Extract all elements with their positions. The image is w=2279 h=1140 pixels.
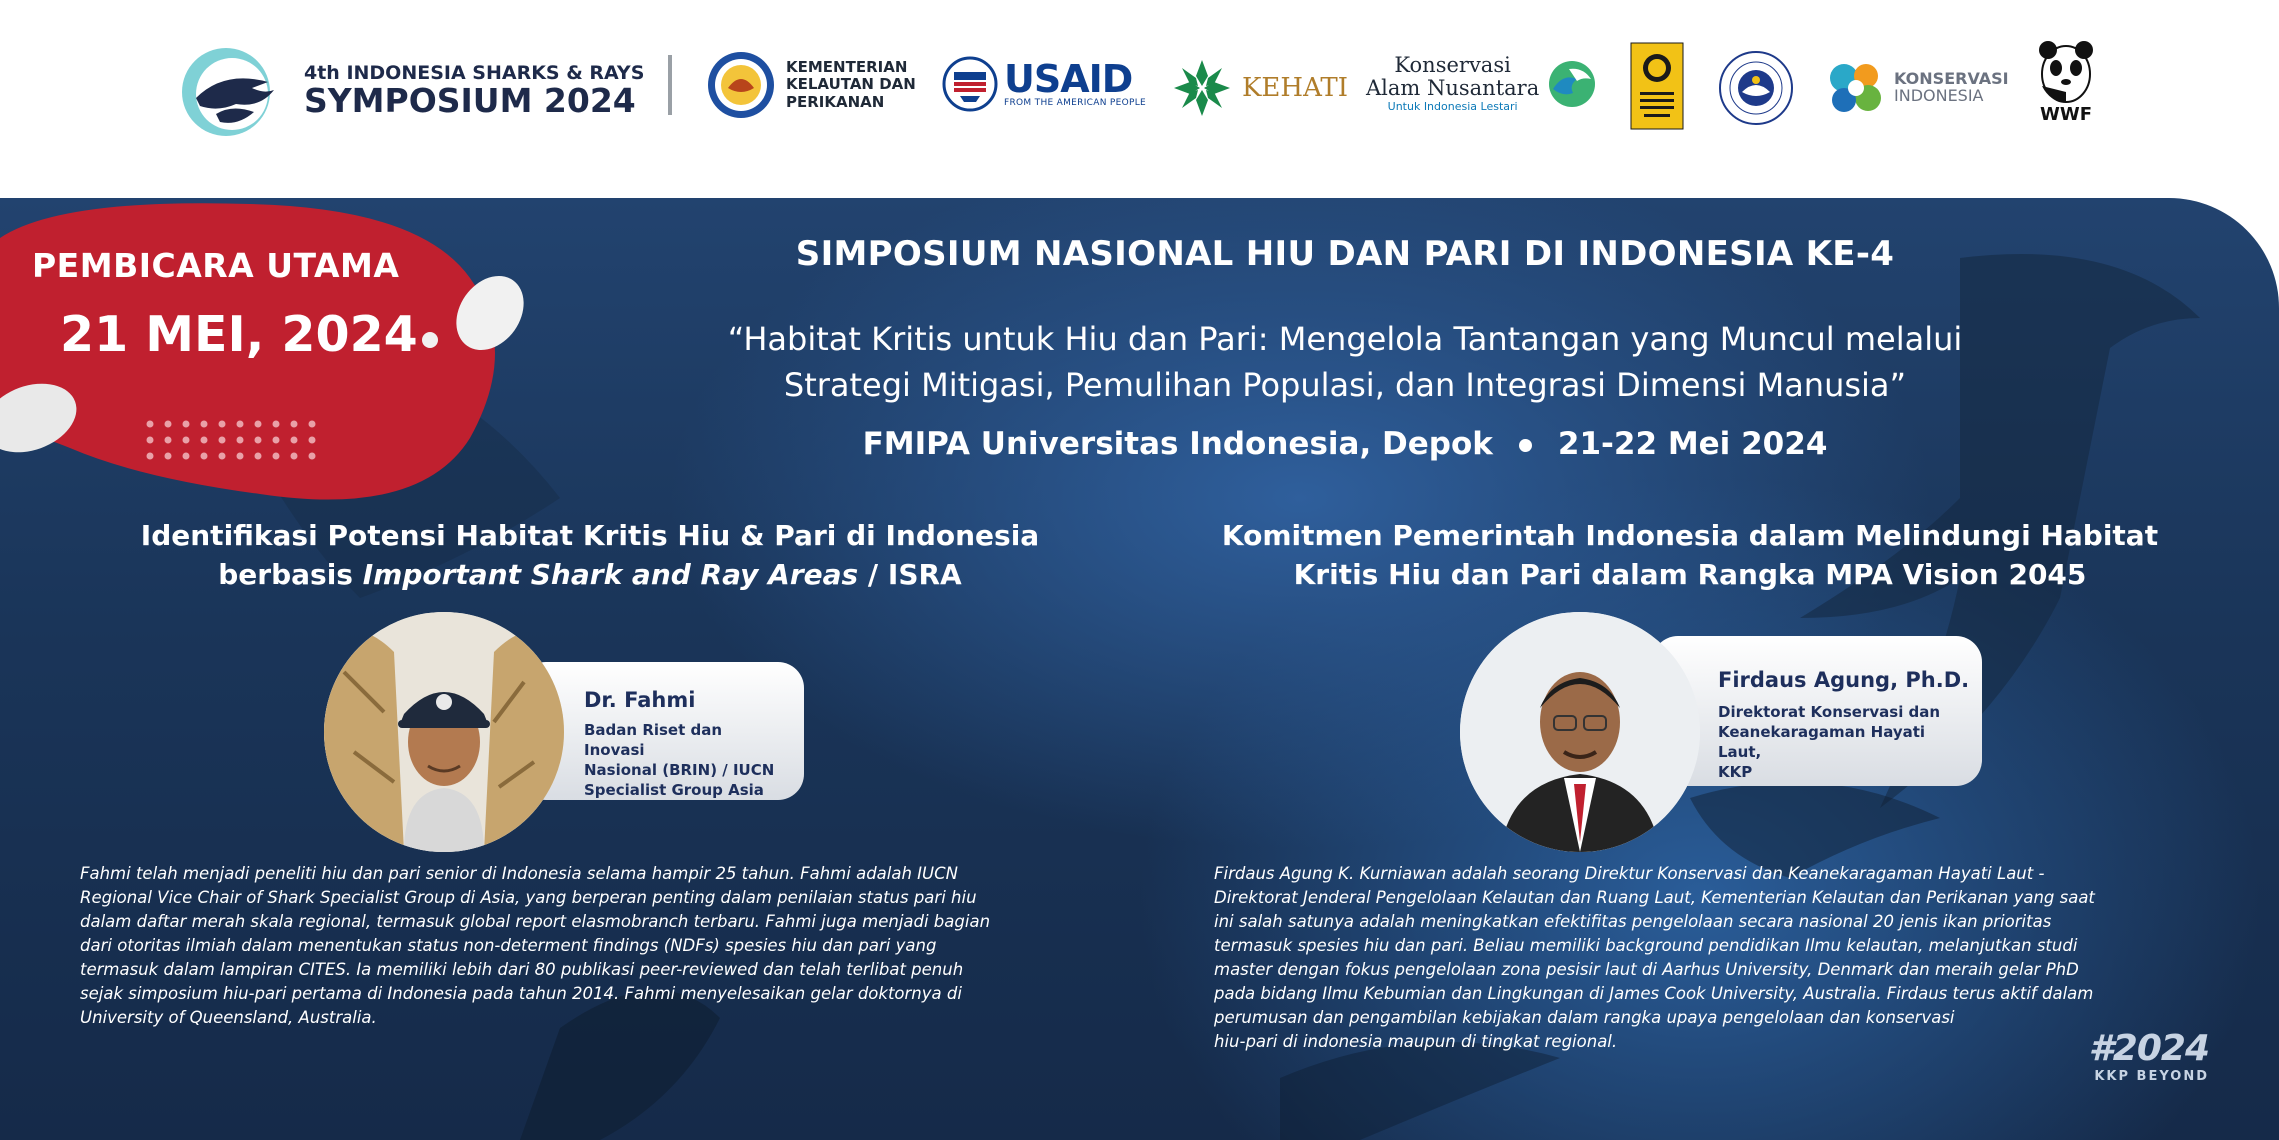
- speaker2-bio-line: termasuk spesies hiu dan pari. Beliau memiliki background pendidikan Ilmu kelautan, melanjutkan studi: [1214, 936, 2078, 955]
- speaker2-bio: [1214, 862, 2224, 1054]
- kan-line1: Konservasi: [1394, 53, 1511, 77]
- speaker2-portrait-image: [1460, 612, 1700, 852]
- topic-italic: Important Shark and Ray Areas: [362, 558, 859, 591]
- speaker2-affiliation: [1718, 702, 1968, 782]
- symposium-line1: 4th INDONESIA SHARKS & RAYS: [304, 61, 645, 84]
- quote-line-2: Strategi Mitigasi, Pemulihan Populasi, dan Integrasi Dimensi Manusia”: [783, 366, 1907, 404]
- usaid-logo: [942, 56, 1146, 112]
- speaker1-topic-line2: [140, 555, 1040, 594]
- kkp-line3: PERIKANAN: [786, 92, 885, 111]
- ki-wordmark: [1894, 71, 2009, 105]
- speaker1-aff-line1: Badan Riset dan Inovasi: [584, 721, 723, 759]
- speaker2-aff-line3: KKP: [1718, 763, 1753, 781]
- speaker2-topic-line1: Komitmen Pemerintah Indonesia dalam Melindungi Habitat: [1221, 519, 2159, 552]
- topic-suffix: / ISRA: [858, 558, 962, 591]
- speaker1-aff-line2: Nasional (BRIN) / IUCN: [584, 761, 775, 779]
- speaker1-portrait-image: [324, 612, 564, 852]
- symposium-wordmark: [304, 61, 645, 120]
- badge-date: 21 MEI, 2024: [60, 306, 418, 363]
- speaker2-bio-line: perumusan dan pengambilan kebijakan dalam rangka upaya pengelolaan dan konservasi: [1214, 1008, 1955, 1027]
- speaker1-photo: [324, 612, 564, 852]
- event-dates: 21-22 Mei 2024: [1557, 426, 1828, 462]
- speaker1-bio-line: dari otoritas ilmiah dalam menentukan status non-determent findings (NDFs) spesies hiu dan pari yang: [80, 936, 937, 955]
- speaker1-affiliation: [584, 720, 784, 800]
- kkp-logo: [706, 50, 916, 120]
- kan-line2: Alam Nusantara: [1366, 76, 1540, 101]
- wwf-name: WWF: [2039, 104, 2092, 125]
- logo-divider: [668, 55, 672, 115]
- speaker2-aff-line1: Direktorat Konservasi dan: [1718, 703, 1941, 721]
- speaker1-bio-line: Regional Vice Chair of Shark Specialist Group di Asia, yang berperan penting dalam penilaian status pari hiu: [80, 888, 977, 907]
- ki-line2: INDONESIA: [1894, 86, 1984, 105]
- speaker1-bio-line: Fahmi telah menjadi peneliti hiu dan pari senior di Indonesia selama hampir 25 tahun. Fahmi adalah IUCN: [80, 864, 958, 883]
- kan-wave-icon: [1547, 59, 1597, 109]
- usaid-sub: FROM THE AMERICAN PEOPLE: [1004, 98, 1147, 108]
- topic-prefix: berbasis: [218, 558, 363, 591]
- kehati-logo: [1170, 56, 1348, 120]
- speaker2-topic-line2: Kritis Hiu dan Pari dalam Rangka MPA Vision 2045: [1293, 558, 2087, 591]
- kkp-beyond-year: #2024: [2088, 1028, 2209, 1069]
- kkp-beyond-mark: [2089, 1028, 2209, 1084]
- symposium-logo: [176, 42, 644, 140]
- kehati-leaf-icon: [1170, 56, 1234, 120]
- ki-line1: KONSERVASI: [1894, 69, 2009, 89]
- konservasi-indonesia-logo: [1824, 58, 2009, 118]
- konservasi-indonesia-icon: [1824, 58, 1888, 118]
- usaid-name: USAID: [1004, 57, 1133, 101]
- speaker2-bio-line: Direktorat Jenderal Pengelolaan Kelautan dan Ruang Laut, Kementerian Kelautan dan Perikanan yang saat: [1214, 888, 2095, 907]
- usaid-wordmark: [1004, 57, 1147, 108]
- kan-logo: [1366, 54, 1597, 113]
- makara-ui-icon: [1630, 42, 1684, 130]
- speaker2-photo: [1460, 612, 1700, 852]
- speaker2-bio-line: pada bidang Ilmu Kebumian dan Lingkungan di James Cook University, Australia. Firdaus terus aktif dalam: [1214, 984, 2094, 1003]
- event-theme-quote: [680, 316, 2010, 408]
- quote-line-1: “Habitat Kritis untuk Hiu dan Pari: Mengelola Tantangan yang Muncul melalui: [727, 320, 1963, 358]
- ui-logo: [1630, 42, 1684, 130]
- speaker1-bio-line: dalam daftar merah skala regional, termasuk global report elasmobranch terbaru. Fahmi juga menjadi bagian: [80, 912, 991, 931]
- speaker1-bio-line: University of Queensland, Australia.: [80, 1008, 377, 1027]
- speaker1-topic: [140, 516, 1040, 594]
- speaker2-bio-line: hiu-pari di indonesia maupun di tingkat regional.: [1214, 1032, 1618, 1051]
- event-venue: FMIPA Universitas Indonesia, Depok: [862, 426, 1493, 462]
- usaid-seal-icon: [942, 56, 998, 112]
- kan-sub: Untuk Indonesia Lestari: [1387, 100, 1518, 114]
- logo-bar: [0, 0, 2279, 198]
- psk-logo: [1718, 50, 1794, 126]
- speaker1-bio: [80, 862, 1140, 1030]
- speaker2-aff-line2: Keanekaragaman Hayati Laut,: [1718, 723, 1926, 761]
- kkp-line1: KEMENTERIAN: [786, 58, 908, 77]
- speaker2-bio-line: Firdaus Agung K. Kurniawan adalah seorang Direktur Konservasi dan Keanekaragaman Hayati Laut -: [1214, 864, 2045, 883]
- speaker1-bio-line: termasuk dalam lampiran CITES. Ia memiliki lebih dari 80 publikasi peer-reviewed dan telah terlibat penuh: [80, 960, 964, 979]
- event-venue-dates: [680, 426, 2010, 462]
- event-banner: [0, 198, 2279, 1140]
- speaker1-name: Dr. Fahmi: [584, 688, 696, 712]
- kkp-wordmark: [786, 59, 916, 111]
- kkp-emblem-icon: [706, 50, 776, 120]
- bullet-icon: [1519, 439, 1532, 452]
- panda-icon: [2036, 40, 2096, 104]
- wwf-logo: [2036, 40, 2096, 125]
- kkp-beyond-label: KKP BEYOND: [2094, 1069, 2209, 1084]
- kkp-line2: KELAUTAN DAN: [786, 75, 916, 94]
- kehati-name: KEHATI: [1242, 73, 1349, 103]
- speaker2-bio-line: ini salah satunya adalah meningkatkan efektifitas pengelolaan secara nasional 20 jenis ikan prioritas: [1214, 912, 2052, 931]
- speaker2-topic: [1200, 516, 2180, 594]
- speaker1-aff-line3: Specialist Group Asia: [584, 781, 764, 799]
- shark-ray-emblem-icon: [176, 42, 288, 140]
- event-title: SIMPOSIUM NASIONAL HIU DAN PARI DI INDONESIA KE-4: [795, 234, 1895, 274]
- pusat-studi-kelautan-seal-icon: [1718, 50, 1794, 126]
- symposium-line2: SYMPOSIUM 2024: [304, 80, 636, 120]
- speaker2-name: Firdaus Agung, Ph.D.: [1718, 668, 1970, 692]
- badge-title: PEMBICARA UTAMA: [32, 246, 400, 285]
- speaker1-topic-line1: Identifikasi Potensi Habitat Kritis Hiu & Pari di Indonesia: [140, 519, 1040, 552]
- speaker2-bio-line: master dengan fokus pengelolaan zona pesisir laut di Aarhus University, Denmark dan meraih gelar PhD: [1214, 960, 2079, 979]
- kan-wordmark: [1366, 54, 1539, 113]
- speaker1-bio-line: sejak simposium hiu-pari pertama di Indonesia pada tahun 2014. Fahmi menyelesaikan gelar doktornya di: [80, 984, 962, 1003]
